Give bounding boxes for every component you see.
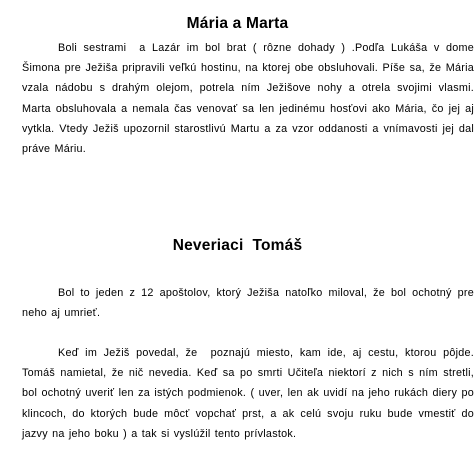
section-title-neveriaci-tomas: Neveriaci Tomáš bbox=[172, 237, 303, 254]
paragraph-tomas-2: Keď im Ježiš povedal, že poznajú miesto, kam ide, aj cestu, ktorou pôjde. Tomáš namietal, že nič nevedia. Keď sa po smrti Učiteľa niektorí z nich s ním stretli, bol ochotný uveriť len za istých podmienok. ( uver, len ak uvidí na jeho rukách diery po klincoch, do ktorých bude môcť vopchať prst, a ak celú svoju ruku bude vmestiť do jazvy na jeho boku ) a tak si vyslúžil tento prívlastok. bbox=[22, 347, 474, 440]
paragraph-maria-a-marta: Boli sestrami a Lazár im bol brat ( rôzne dohady ) .Podľa Lukáša v dome Šimona pre Ježiša pripravili veľkú hostinu, na ktorej obe obsluhovali. Píše sa, že Mária vzala nádobu s drahým olejom, potrela ním Ježišove nohy a otrela svojimi vlasmi. Marta obsluhovala a nemala čas venovať sa len jedinému hosťovi ako Mária, čo jej aj vytkla. Vtedy Ježiš upozornil starostlivú Martu a za vzor oddanosti a vnímavosti jej dal práve Máriu. bbox=[22, 42, 474, 156]
paragraph-tomas-1: Bol to jeden z 12 apoštolov, ktorý Ježiša natoľko miloval, že bol ochotný pre neho aj umrieť. bbox=[22, 287, 474, 320]
section-title-maria-a-marta: Mária a Marta bbox=[186, 15, 289, 32]
